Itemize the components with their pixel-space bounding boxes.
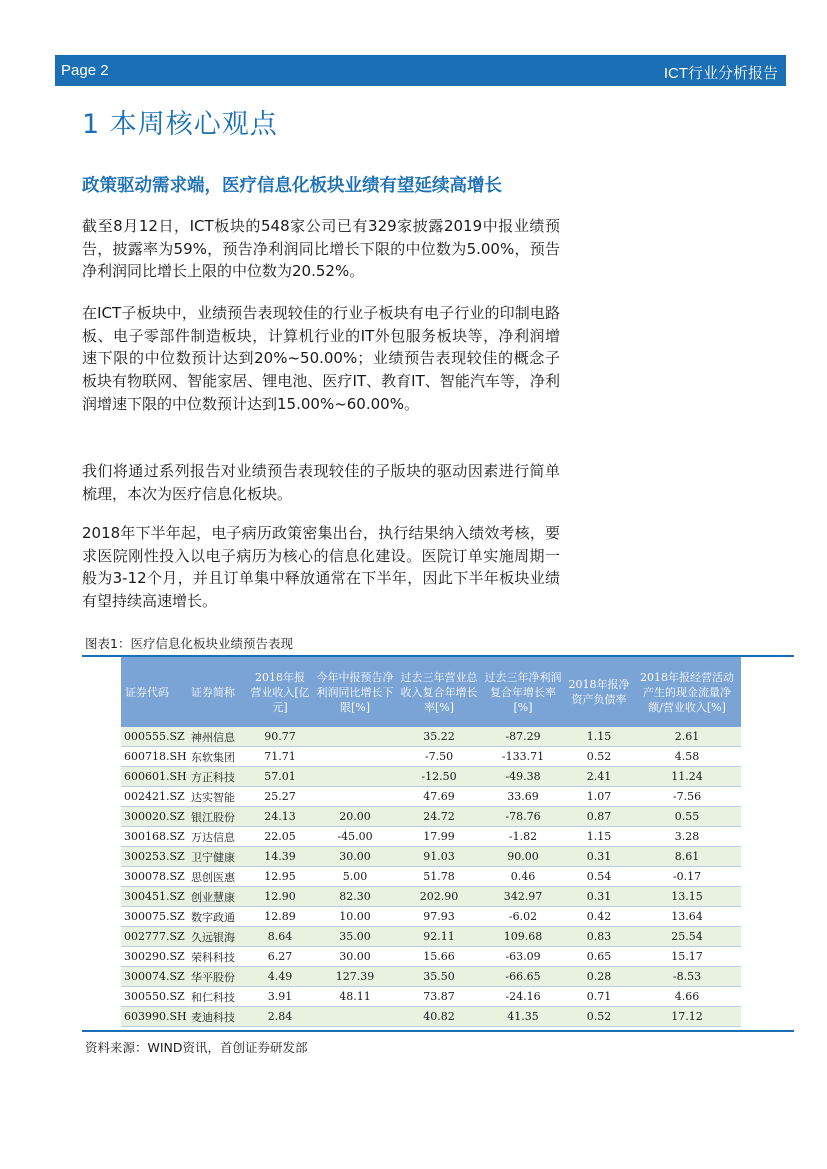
table-cell: 2.84: [247, 1007, 313, 1027]
stock-code: 002421.SZ: [121, 787, 187, 807]
table-cell: 0.55: [633, 807, 741, 827]
page-header-bar: [55, 55, 786, 86]
table-cell: 0.71: [565, 987, 633, 1007]
table-cell: 1.07: [565, 787, 633, 807]
table-row: [121, 847, 741, 867]
table-row: [121, 727, 741, 747]
report-title: ICT行业分析报告: [663, 65, 778, 82]
stock-code: 300074.SZ: [121, 967, 187, 987]
stock-code: 300290.SZ: [121, 947, 187, 967]
stock-name: 东软集团: [187, 747, 247, 767]
table-cell: -63.09: [481, 947, 565, 967]
table-cell: 2.41: [565, 767, 633, 787]
table-cell: 35.50: [397, 967, 481, 987]
table-cell: 24.72: [397, 807, 481, 827]
table-cell: 15.66: [397, 947, 481, 967]
table-cell: 30.00: [313, 947, 397, 967]
table-cell: 0.28: [565, 967, 633, 987]
table-row: [121, 767, 741, 787]
paragraph-2: 在ICT子板块中，业绩预告表现较佳的行业子板块有电子行业的印制电路板、电子零部件制造板块，计算机行业的IT外包服务板块等，净利润增速下限的中位数预计达到20%~50.00%；业绩预告表现较佳的概念子板块有物联网、智能家居、锂电池、医疗IT、教育IT、智能汽车等，净利润增速下限的中位数预计达到15.00%~60.00%。: [82, 304, 560, 413]
table-cell: -6.02: [481, 907, 565, 927]
table-cell: 91.03: [397, 847, 481, 867]
table-cell: 5.00: [313, 867, 397, 887]
table-cell: 109.68: [481, 927, 565, 947]
table-cell: -8.53: [633, 967, 741, 987]
stock-name: 卫宁健康: [187, 847, 247, 867]
table-cell: -0.17: [633, 867, 741, 887]
table-cell: 0.52: [565, 1007, 633, 1027]
table-cell: 90.77: [247, 727, 313, 747]
table-cell: 22.05: [247, 827, 313, 847]
table-cell: -7.56: [633, 787, 741, 807]
stock-name: 久远银海: [187, 927, 247, 947]
stock-name: 方正科技: [187, 767, 247, 787]
table-row: [121, 807, 741, 827]
table-cell: 17.99: [397, 827, 481, 847]
table-cell: 0.54: [565, 867, 633, 887]
table-row: [121, 907, 741, 927]
table-row: [121, 987, 741, 1007]
table-cell: 33.69: [481, 787, 565, 807]
table-row: [121, 747, 741, 767]
table-cell: -66.65: [481, 967, 565, 987]
table-cell: 11.24: [633, 767, 741, 787]
table-cell: 47.69: [397, 787, 481, 807]
table-cell: 0.83: [565, 927, 633, 947]
section-subtitle: 政策驱动需求端，医疗信息化板块业绩有望延续高增长: [82, 176, 502, 196]
table-cell: -24.16: [481, 987, 565, 1007]
table-cell: 48.11: [313, 987, 397, 1007]
table-row: [121, 867, 741, 887]
table-cell: 82.30: [313, 887, 397, 907]
table-cell: 342.97: [481, 887, 565, 907]
table-cell: -49.38: [481, 767, 565, 787]
table-header-row: [121, 657, 741, 727]
stock-name: 达实智能: [187, 787, 247, 807]
table-cell: 12.90: [247, 887, 313, 907]
table-cell: 3.91: [247, 987, 313, 1007]
stock-name: 华平股份: [187, 967, 247, 987]
table-cell: 127.39: [313, 967, 397, 987]
table-cell: 8.64: [247, 927, 313, 947]
stock-code: 300168.SZ: [121, 827, 187, 847]
table-cell: -7.50: [397, 747, 481, 767]
column-header: 证券代码: [121, 657, 187, 727]
stock-code: 002777.SZ: [121, 927, 187, 947]
table-cell: [313, 727, 397, 747]
table-cell: 24.13: [247, 807, 313, 827]
table-row: [121, 947, 741, 967]
table-cell: 90.00: [481, 847, 565, 867]
table-cell: 14.39: [247, 847, 313, 867]
stock-code: 600601.SH: [121, 767, 187, 787]
table-row: [121, 787, 741, 807]
table-cell: -12.50: [397, 767, 481, 787]
stock-name: 荣科科技: [187, 947, 247, 967]
stock-code: 300253.SZ: [121, 847, 187, 867]
table-cell: 4.49: [247, 967, 313, 987]
column-header: 过去三年净利润复合年增长率[%]: [481, 657, 565, 727]
stock-name: 创业慧康: [187, 887, 247, 907]
table-cell: 1.15: [565, 727, 633, 747]
table-cell: 25.27: [247, 787, 313, 807]
table-cell: 92.11: [397, 927, 481, 947]
table-cell: [313, 767, 397, 787]
performance-table: [121, 657, 741, 1027]
stock-name: 思创医惠: [187, 867, 247, 887]
stock-name: 麦迪科技: [187, 1007, 247, 1027]
stock-name: 银江股份: [187, 807, 247, 827]
stock-code: 300451.SZ: [121, 887, 187, 907]
stock-code: 300550.SZ: [121, 987, 187, 1007]
page-number: Page 2: [61, 62, 109, 79]
table-cell: -133.71: [481, 747, 565, 767]
column-header: 2018年报经营活动产生的现金流量净额/营业收入[%]: [633, 657, 741, 727]
stock-code: 000555.SZ: [121, 727, 187, 747]
table-row: [121, 827, 741, 847]
table-cell: -78.76: [481, 807, 565, 827]
column-header: 今年中报预告净利润同比增长下限[%]: [313, 657, 397, 727]
table-cell: 0.52: [565, 747, 633, 767]
table-cell: 15.17: [633, 947, 741, 967]
table-cell: 40.82: [397, 1007, 481, 1027]
column-header: 证券简称: [187, 657, 247, 727]
figure-bottom-rule: [82, 1030, 794, 1032]
table-cell: 73.87: [397, 987, 481, 1007]
table-cell: [313, 747, 397, 767]
table-cell: 51.78: [397, 867, 481, 887]
table-cell: 13.15: [633, 887, 741, 907]
table-cell: 6.27: [247, 947, 313, 967]
table-cell: 0.65: [565, 947, 633, 967]
table-cell: 35.22: [397, 727, 481, 747]
figure-title: 图表1：医疗信息化板块业绩预告表现: [85, 636, 293, 651]
table-cell: 1.15: [565, 827, 633, 847]
table-cell: 35.00: [313, 927, 397, 947]
stock-name: 数字政通: [187, 907, 247, 927]
table-cell: 0.31: [565, 847, 633, 867]
table-cell: 0.31: [565, 887, 633, 907]
stock-code: 300075.SZ: [121, 907, 187, 927]
table-cell: 12.89: [247, 907, 313, 927]
table-cell: 12.95: [247, 867, 313, 887]
table-cell: 17.12: [633, 1007, 741, 1027]
table-cell: 202.90: [397, 887, 481, 907]
table-cell: 4.58: [633, 747, 741, 767]
stock-code: 300020.SZ: [121, 807, 187, 827]
table-cell: 41.35: [481, 1007, 565, 1027]
table-row: [121, 967, 741, 987]
stock-name: 万达信息: [187, 827, 247, 847]
table-cell: 25.54: [633, 927, 741, 947]
table-cell: 0.87: [565, 807, 633, 827]
table-cell: 2.61: [633, 727, 741, 747]
table-cell: 97.93: [397, 907, 481, 927]
table-cell: 57.01: [247, 767, 313, 787]
paragraph-3: 我们将通过系列报告对业绩预告表现较佳的子版块的驱动因素进行简单梳理，本次为医疗信息化板块。: [82, 462, 560, 503]
table-cell: 4.66: [633, 987, 741, 1007]
table-cell: [313, 1007, 397, 1027]
table-cell: -1.82: [481, 827, 565, 847]
table-row: [121, 927, 741, 947]
table-cell: 8.61: [633, 847, 741, 867]
stock-name: 神州信息: [187, 727, 247, 747]
table-cell: 0.42: [565, 907, 633, 927]
table-cell: 13.64: [633, 907, 741, 927]
stock-code: 300078.SZ: [121, 867, 187, 887]
table-cell: -87.29: [481, 727, 565, 747]
table-cell: 0.46: [481, 867, 565, 887]
stock-code: 603990.SH: [121, 1007, 187, 1027]
section-title: 1 本周核心观点: [82, 109, 278, 140]
table-cell: 30.00: [313, 847, 397, 867]
column-header: 过去三年营业总收入复合年增长率[%]: [397, 657, 481, 727]
stock-code: 600718.SH: [121, 747, 187, 767]
stock-name: 和仁科技: [187, 987, 247, 1007]
column-header: 2018年报营业收入[亿元]: [247, 657, 313, 727]
column-header: 2018年报净资产负债率: [565, 657, 633, 727]
table-cell: [313, 787, 397, 807]
table-row: [121, 887, 741, 907]
table-cell: 10.00: [313, 907, 397, 927]
table-row: [121, 1007, 741, 1027]
paragraph-1: 截至8月12日，ICT板块的548家公司已有329家披露2019中报业绩预告，披露率为59%，预告净利润同比增长下限的中位数为5.00%，预告净利润同比增长上限的中位数为20.52%。: [82, 217, 560, 281]
table-cell: -45.00: [313, 827, 397, 847]
table-cell: 20.00: [313, 807, 397, 827]
table-cell: 71.71: [247, 747, 313, 767]
table-cell: 3.28: [633, 827, 741, 847]
figure-source: 资料来源：WIND资讯，首创证券研发部: [85, 1040, 308, 1055]
paragraph-4: 2018年下半年起，电子病历政策密集出台，执行结果纳入绩效考核，要求医院刚性投入以电子病历为核心的信息化建设。医院订单实施周期一般为3-12个月，并且订单集中释放通常在下半年，因此下半年板块业绩有望持续高速增长。: [82, 524, 560, 611]
